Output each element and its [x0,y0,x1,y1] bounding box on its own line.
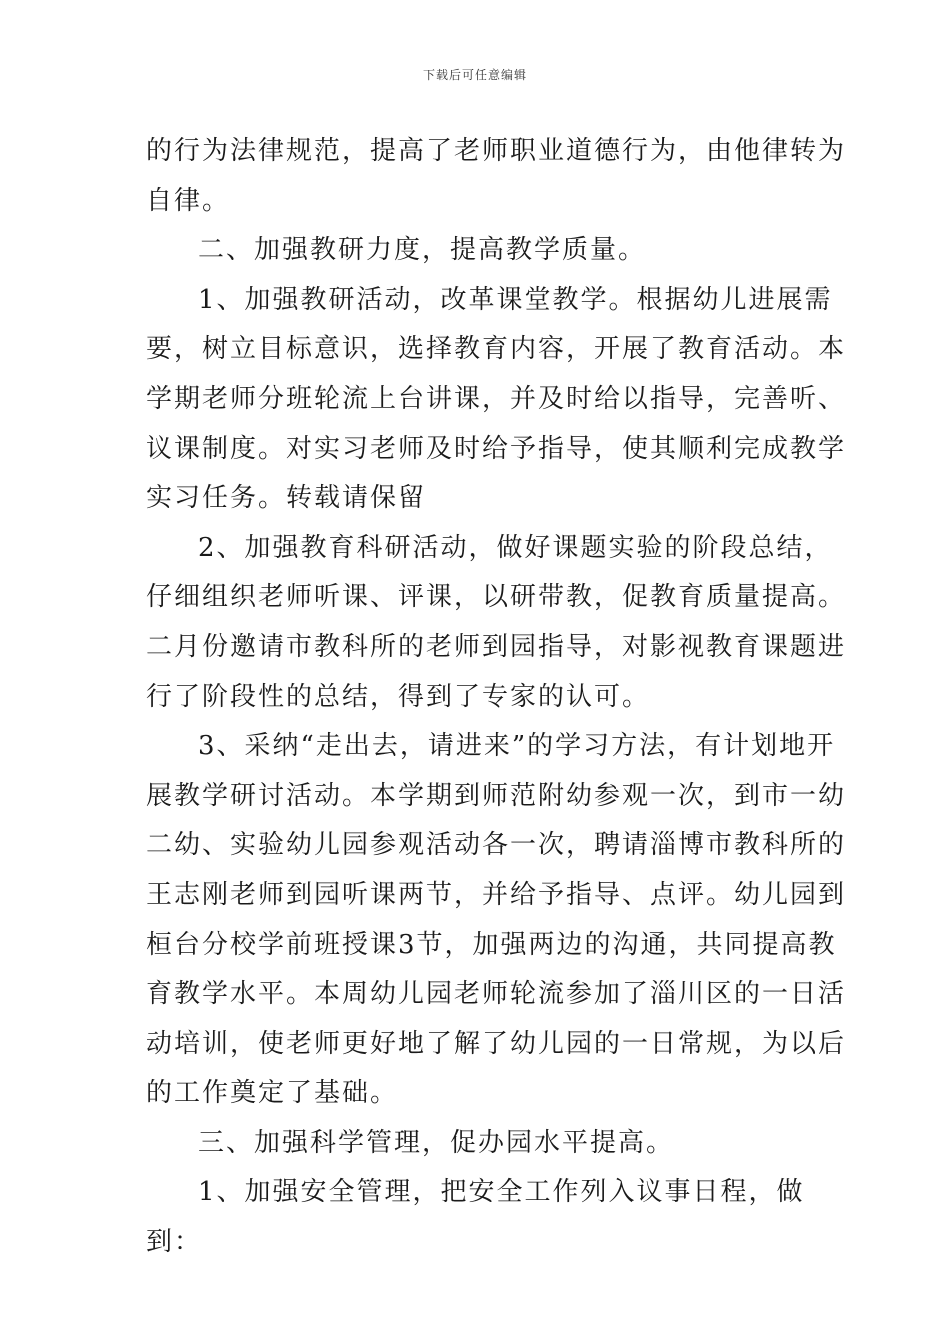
paragraph: 的行为法律规范，提高了老师职业道德行为，由他律转为自律。 [146,136,847,216]
paragraph: 2、加强教育科研活动，做好课题实验的阶段总结，仔细组织老师听课、评课，以研带教，促教育质量提高。二月份邀请市教科所的老师到园指导，对影视教育课题进行了阶段性的总结，得到了专家的认可。 [146,532,847,712]
section-heading: 三、加强科学管理，促办园水平提高。 [198,1127,675,1158]
header-note: 下载后可任意编辑 [422,68,527,82]
section-heading: 二、加强教研力度，提高教学质量。 [198,235,647,266]
document-body [146,127,846,1268]
paragraph: 1、加强教研活动，改革课堂教学。根据幼儿进展需要，树立目标意识，选择教育内容，开展了教育活动。本学期老师分班轮流上台讲课，并及时给以指导，完善听、议课制度。对实习老师及时给予指导，使其顺利完成教学实习任务。转载请保留 [146,284,847,514]
paragraph: 3、采纳“走出去，请进来”的学习方法，有计划地开展教学研讨活动。本学期到师范附幼参观一次，到市一幼二幼、实验幼儿园参观活动各一次，聘请淄博市教科所的王志刚老师到园听课两节，并给予指导、点评。幼儿园到桓台分校学前班授课3节，加强两边的沟通，共同提高教育教学水平。本周幼儿园老师轮流参加了淄川区的一日活动培训，使老师更好地了解了幼儿园的一日常规，为以后的工作奠定了基础。 [146,731,847,1109]
paragraph: 1、加强安全管理，把安全工作列入议事日程，做到： [146,1177,805,1258]
